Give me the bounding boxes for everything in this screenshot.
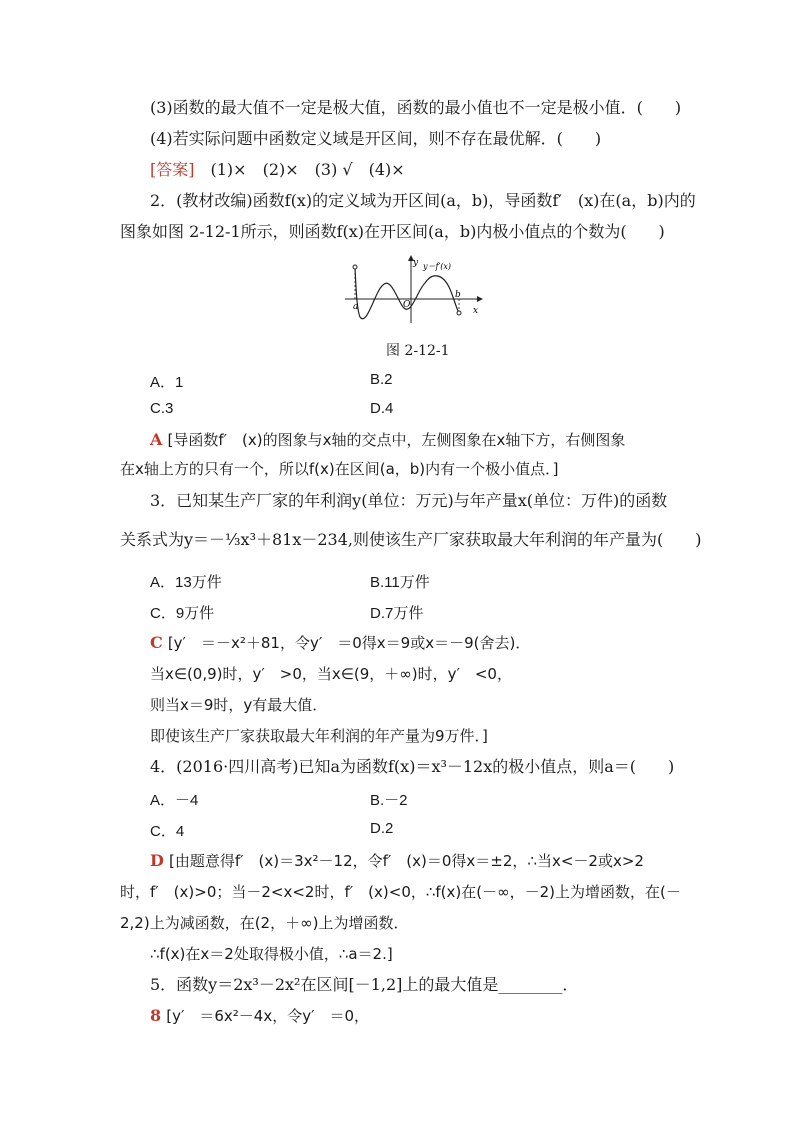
q2-option-c: C.3 xyxy=(150,400,174,417)
q2-option-a: A．1 xyxy=(150,374,184,391)
statement-3: (3)函数的最大值不一定是极大值，函数的最小值也不一定是极小值．( ) xyxy=(150,98,682,117)
q2-option-b: B.2 xyxy=(370,371,393,388)
statement-4: (4)若实际问题中函数定义域是开区间，则不存在最优解．( ) xyxy=(150,129,602,148)
q5-answer-letter: 8 xyxy=(150,1006,162,1025)
q2-answer-text-1: [导函数f′ (x)的图象与x轴的交点中，左侧图象在x轴下方，右侧图象 xyxy=(167,431,626,449)
q4-answer-line-2: 时，f′ (x)>0；当－2<x<2时，f′ (x)<0，∴f(x)在(－∞，－2)上为增函数，在(－ xyxy=(120,883,681,901)
derivative-graph-figure xyxy=(345,255,485,325)
q3-answer-line-3: 则当x＝9时，y有最大值． xyxy=(150,696,328,714)
q4-answer-line-1 xyxy=(150,851,644,871)
q4-option-b: B.－2 xyxy=(370,792,408,809)
x-axis-arrow xyxy=(477,296,483,302)
question-5: 5．函数y＝2x³－2x²在区间[－1,2]上的最大值是________． xyxy=(150,975,579,994)
question-4: 4．(2016·四川高考)已知a为函数f(x)＝x³－12x的极小值点，则a＝( ) xyxy=(150,757,675,776)
q2-answer-line-2: 在x轴上方的只有一个，所以f(x)在区间(a，b)内有一个极小值点．] xyxy=(120,460,559,478)
answer-row xyxy=(150,160,405,180)
q3-answer-letter: C xyxy=(150,633,163,652)
question-3-line-2: 关系式为y＝－⅓x³＋81x－234,则使该生产厂家获取最大年利润的年产量为( ) xyxy=(120,530,702,549)
q5-answer-text-1: [y′ ＝6x²－4x，令y′ ＝0， xyxy=(166,1007,370,1025)
q4-option-a: A．－4 xyxy=(150,792,199,809)
figure-caption: 图 2-12-1 xyxy=(386,343,450,359)
b-label: b xyxy=(455,290,461,300)
q2-answer-line-1 xyxy=(150,430,625,450)
q3-answer-text-1: [y′ ＝－x²＋81，令y′ ＝0得x＝9或x＝－9(舍去)． xyxy=(167,634,531,652)
y-label: y xyxy=(413,258,419,268)
q4-answer-letter: D xyxy=(150,851,164,870)
q3-option-c: C．9万件 xyxy=(150,605,215,622)
x-label: x xyxy=(473,306,479,316)
q4-option-d: D.2 xyxy=(370,820,394,837)
answer-label: [答案] xyxy=(150,160,195,179)
q3-option-a: A．13万件 xyxy=(150,574,222,591)
q2-option-d: D.4 xyxy=(370,400,394,417)
origin-label: O xyxy=(403,300,411,310)
q4-answer-line-4: ∴f(x)在x＝2处取得极小值，∴a＝2.] xyxy=(150,945,393,963)
answer-values: (1)× (2)× (3) √ (4)× xyxy=(194,160,405,179)
q4-option-c: C．4 xyxy=(150,823,185,840)
endpoint-b-open xyxy=(457,311,461,315)
endpoint-a-open xyxy=(353,265,357,269)
q5-answer-line-1 xyxy=(150,1006,369,1026)
question-2-line-2: 图象如图 2-12-1所示，则函数f(x)在开区间(a，b)内极小值点的个数为( ) xyxy=(120,222,665,241)
q3-answer-line-2: 当x∈(0,9)时，y′ >0，当x∈(9，＋∞)时，y′ <0， xyxy=(150,665,512,683)
q3-answer-line-1 xyxy=(150,633,530,653)
q3-option-b: B.11万件 xyxy=(370,574,430,591)
a-label: a xyxy=(353,302,359,312)
question-2-line-1: 2．(教材改编)函数f(x)的定义域为开区间(a，b)，导函数f′ (x)在(a，b)内的 xyxy=(150,191,696,210)
question-3-line-1: 3．已知某生产厂家的年利润y(单位：万元)与年产量x(单位：万件)的函数 xyxy=(150,491,668,510)
q3-option-d: D.7万件 xyxy=(370,605,424,622)
derivative-curve xyxy=(355,267,459,319)
q4-answer-line-3: 2,2)上为减函数，在(2，＋∞)上为增函数． xyxy=(120,914,409,932)
curve-label: y＝f′(x) xyxy=(423,262,452,271)
q3-answer-line-4: 即使该生产厂家获取最大年利润的年产量为9万件．] xyxy=(150,727,488,745)
q2-answer-letter: A xyxy=(150,430,163,449)
q4-answer-text-1: [由题意得f′ (x)＝3x²－12，令f′ (x)＝0得x＝±2，∴当x<－2或x>2 xyxy=(168,852,644,870)
